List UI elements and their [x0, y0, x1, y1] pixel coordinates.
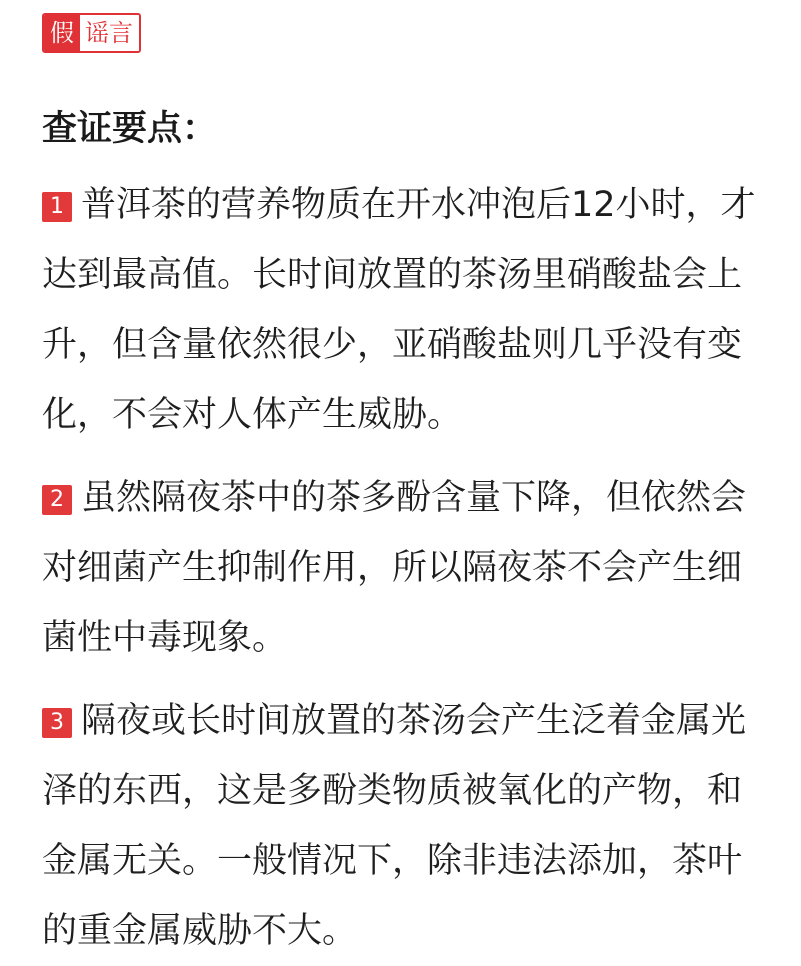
fact-point [42, 686, 760, 966]
fact-point [42, 170, 760, 450]
fact-point [42, 463, 760, 673]
verdict-false-label: 假 [44, 15, 80, 51]
point-text: 普洱茶的营养物质在开水冲泡后12小时，才达到最高值。长时间放置的茶汤里硝酸盐会上升，但含量依然很少，亚硝酸盐则几乎没有变化，不会对人体产生威胁。 [42, 185, 756, 435]
verdict-tag [42, 13, 141, 53]
point-number-badge: 1 [42, 192, 72, 222]
point-text: 隔夜或长时间放置的茶汤会产生泛着金属光泽的东西，这是多酚类物质被氧化的产物，和金属无关。一般情况下，除非违法添加，茶叶的重金属威胁不大。 [42, 701, 747, 951]
point-text: 虽然隔夜茶中的茶多酚含量下降，但依然会对细菌产生抑制作用，所以隔夜茶不会产生细菌性中毒现象。 [42, 478, 747, 658]
verdict-rumor-label: 谣言 [80, 15, 139, 51]
section-heading: 查证要点： [42, 109, 218, 149]
point-number-badge: 2 [42, 485, 72, 515]
point-number-badge: 3 [42, 708, 72, 738]
